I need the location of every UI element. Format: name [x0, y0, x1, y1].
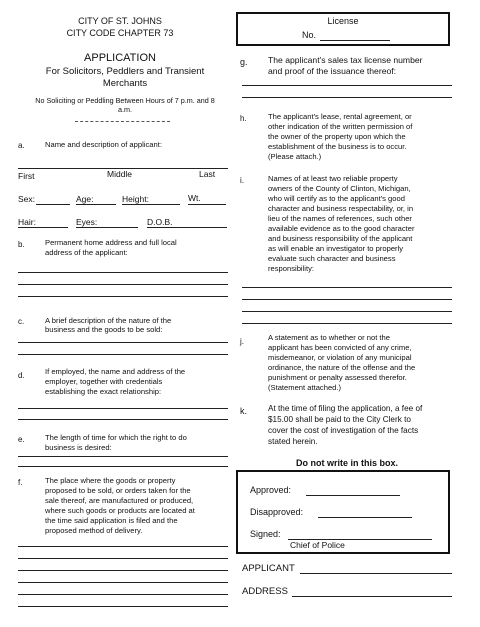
references-line-1[interactable]	[242, 287, 452, 288]
item-d-line2: employer, together with credentials	[45, 377, 163, 386]
soliciting-notice-line2: a.m.	[118, 105, 132, 114]
item-j-line1: A statement as to whether or not the	[268, 333, 390, 342]
sex-field[interactable]	[36, 204, 70, 205]
item-h-line3: the owner of the property upon which the	[268, 132, 406, 141]
item-f-line2: proposed to be sold, or orders taken for the	[45, 486, 191, 495]
item-i-letter: i.	[240, 176, 244, 185]
disapproved-label: Disapproved:	[250, 507, 304, 517]
item-i-line2: owners of the County of Clinton, Michigan,	[268, 184, 411, 193]
item-j-line2: applicant has been convicted of any crime,	[268, 343, 412, 352]
place-line-6[interactable]	[18, 606, 228, 607]
item-h-line2: other indication of the written permission of	[268, 122, 413, 131]
item-k-line3: cover the cost of investigation of the facts	[268, 426, 419, 435]
weight-field[interactable]	[188, 204, 226, 205]
item-h-line1: The applicant's lease, rental agreement, or	[268, 112, 412, 121]
city-code: CITY CODE CHAPTER 73	[66, 28, 174, 38]
height-field[interactable]	[122, 204, 180, 205]
item-a-letter: a.	[18, 141, 25, 150]
item-f-line3: sale thereof, are manufactured or produced,	[45, 496, 194, 505]
item-i-line8: as will enable an investigator to properly	[268, 244, 404, 253]
place-line-2[interactable]	[18, 558, 228, 559]
item-c-line1: A brief description of the nature of the	[45, 316, 172, 325]
item-a-text: Name and description of applicant:	[45, 140, 162, 149]
business-line-2[interactable]	[18, 354, 228, 355]
tax-license-line-1[interactable]	[242, 85, 452, 86]
item-k-line1: At the time of filing the application, a fee of	[268, 404, 423, 413]
item-i-line10: responsibility:	[268, 264, 315, 273]
item-h-line4: establishment of the business is to occur.	[268, 142, 407, 151]
item-e-line2: business is desired:	[45, 443, 112, 452]
weight-label: Wt.	[188, 193, 201, 203]
duration-line-2[interactable]	[18, 466, 228, 467]
item-j-line4: ordinance, the nature of the offense and the	[268, 363, 416, 372]
dob-field[interactable]	[147, 227, 227, 228]
item-h-line5: (Please attach.)	[268, 152, 322, 161]
address-line-3[interactable]	[18, 296, 228, 297]
hair-label: Hair:	[18, 217, 36, 227]
item-i-line9: evaluate such character and business	[268, 254, 396, 263]
item-g-line2: and proof of the issuance thereof:	[268, 66, 397, 76]
duration-line-1[interactable]	[18, 456, 228, 457]
place-line-5[interactable]	[18, 594, 228, 595]
item-g-letter: g.	[240, 57, 248, 67]
item-f-letter: f.	[18, 478, 23, 487]
item-i-line7: and business responsibility of the applicant	[268, 234, 413, 243]
item-j-line3: misdemeanor, or violation of any municipal	[268, 353, 412, 362]
soliciting-notice-line1: No Soliciting or Peddling Between Hours of 7 p.m. and 8	[35, 96, 215, 105]
form-subtitle-line2: Merchants	[102, 78, 148, 89]
item-j-letter: j.	[240, 337, 244, 346]
office-use-heading: Do not write in this box.	[296, 458, 398, 468]
office-use-box	[236, 470, 450, 554]
item-e-line1: The length of time for which the right to do	[45, 433, 187, 442]
approved-field[interactable]	[306, 495, 400, 496]
item-b-letter: b.	[18, 240, 25, 249]
form-title: APPLICATION	[84, 52, 156, 64]
license-box	[236, 12, 450, 46]
item-c-letter: c.	[18, 317, 25, 326]
employer-line-2[interactable]	[18, 419, 228, 420]
name-middle-label: Middle	[107, 169, 133, 179]
name-last-label: Last	[199, 169, 216, 179]
address-label: ADDRESS	[242, 586, 288, 597]
item-k-line2: $15.00 shall be paid to the City Clerk to	[268, 415, 411, 424]
item-i-line3: who will certify as to the applicant's good	[268, 194, 405, 203]
dob-label: D.O.B.	[147, 217, 173, 227]
item-i-line4: character and business respectability, or, in	[268, 204, 414, 213]
item-c-line2: business and the goods to be sold:	[45, 325, 163, 334]
place-line-1[interactable]	[18, 546, 228, 547]
address-field[interactable]	[292, 596, 452, 597]
address-line-1[interactable]	[18, 272, 228, 273]
eyes-field[interactable]	[76, 227, 138, 228]
hair-field[interactable]	[18, 227, 68, 228]
applicant-signature-field[interactable]	[300, 573, 452, 574]
tax-license-line-2[interactable]	[242, 97, 452, 98]
item-j-line6: (Statement attached.)	[268, 383, 342, 392]
license-number-label: No.	[302, 30, 317, 40]
disapproved-field[interactable]	[318, 517, 412, 518]
item-d-line3: establishing the exact relationship:	[45, 387, 162, 396]
name-first-label: First	[18, 171, 35, 181]
item-f-line1: The place where the goods or property	[45, 476, 176, 485]
item-f-line5: the time said application is filed and the	[45, 516, 178, 525]
item-d-letter: d.	[18, 371, 25, 380]
approved-label: Approved:	[250, 485, 292, 495]
height-label: Height:	[122, 194, 149, 204]
business-line-1[interactable]	[18, 342, 228, 343]
place-line-3[interactable]	[18, 570, 228, 571]
references-line-4[interactable]	[242, 323, 452, 324]
item-f-line4: where such goods or products are located at	[45, 506, 195, 515]
chief-of-police-label: Chief of Police	[290, 540, 345, 550]
references-line-3[interactable]	[242, 311, 452, 312]
item-g-line1: The applicant's sales tax license number	[268, 55, 423, 65]
header-divider	[75, 121, 170, 122]
item-b-line2: address of the applicant:	[45, 248, 128, 257]
item-k-line4: stated herein.	[268, 437, 318, 446]
item-h-letter: h.	[240, 114, 247, 123]
place-line-4[interactable]	[18, 582, 228, 583]
eyes-label: Eyes:	[76, 217, 98, 227]
item-e-letter: e.	[18, 435, 25, 444]
item-k-letter: k.	[240, 406, 248, 416]
item-d-line1: If employed, the name and address of the	[45, 367, 186, 376]
item-i-line1: Names of at least two reliable property	[268, 174, 398, 183]
item-j-line5: punishment or penalty assessed therefor.	[268, 373, 407, 382]
license-number-field[interactable]	[320, 40, 390, 41]
address-line-2[interactable]	[18, 284, 228, 285]
item-f-line6: proposed method of delivery.	[45, 526, 143, 535]
license-label: License	[327, 16, 359, 26]
item-i-line5: lieu of the names of references, such other	[268, 214, 412, 223]
form-subtitle-line1: For Solicitors, Peddlers and Transient	[45, 66, 205, 77]
item-i-line6: available evidence as to the good character	[268, 224, 415, 233]
city-name: CITY OF ST. JOHNS	[78, 16, 162, 26]
applicant-label: APPLICANT	[242, 563, 295, 574]
age-label: Age:	[76, 194, 94, 204]
references-line-2[interactable]	[242, 299, 452, 300]
item-b-line1: Permanent home address and full local	[45, 238, 177, 247]
sex-label: Sex:	[18, 194, 36, 204]
age-field[interactable]	[76, 204, 116, 205]
employer-line-1[interactable]	[18, 408, 228, 409]
signed-label: Signed:	[250, 529, 281, 539]
